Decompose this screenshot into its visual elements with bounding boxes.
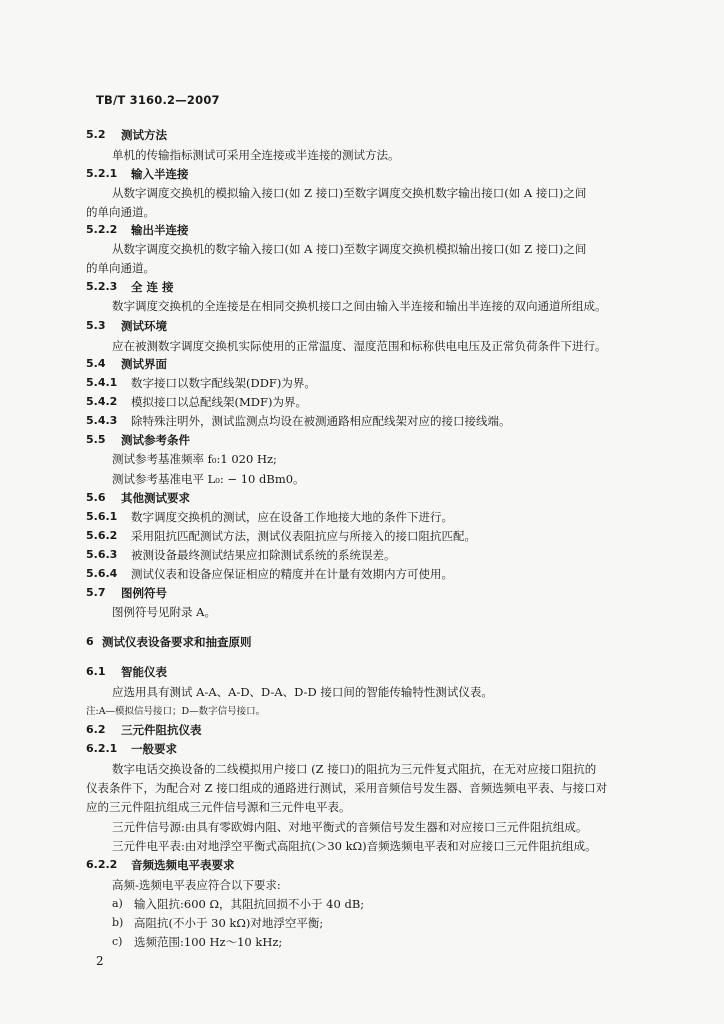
paragraph-text: 测试参考基准电平 L₀: − 10 dBm0。 [112, 472, 305, 486]
section-number: a) [112, 897, 123, 910]
section-number: 5.5 [86, 433, 106, 446]
section-heading: 全 连 接 [131, 280, 174, 294]
section-number: 5.4.1 [86, 376, 118, 389]
section-number: 6.2.1 [86, 742, 118, 755]
section-number: 5.6.2 [86, 529, 118, 542]
paragraph-text: 数字调度交换机的全连接是在相同交换机接口之间由输入半连接和输出半连接的双向通道所组成。 [112, 299, 607, 313]
section-number: 5.6.1 [86, 510, 118, 523]
section-heading: 一般要求 [131, 742, 177, 756]
paragraph-text: 仪表条件下，为配合对 Z 接口组成的通路进行测试，采用音频信号发生器、音频选频电平表、与接口对 [86, 781, 608, 795]
paragraph-text: 数字电话交换设备的二线模拟用户接口 (Z 接口)的阻抗为三元件复式阻抗，在无对应接口阻抗的 [112, 762, 597, 776]
section-heading: 智能仪表 [121, 665, 167, 679]
section-heading: 输出半连接 [131, 223, 189, 237]
paragraph-text: 三元件信号源:由具有零欧姆内阻、对地平衡式的音频信号发生器和对应接口三元件阻抗组成。 [112, 820, 588, 834]
note-text: 注:A—模拟信号接口；D—数字信号接口。 [86, 706, 266, 717]
paragraph-text: 单机的传输指标测试可采用全连接或半连接的测试方法。 [112, 148, 400, 162]
paragraph-text: 应选用具有测试 A-A、A-D、D-A、D-D 接口间的智能传输特性测试仪表。 [112, 685, 493, 699]
section-heading: 音频选频电平表要求 [131, 858, 235, 872]
section-heading: 测试参考条件 [121, 433, 190, 447]
section-number: 5.2.2 [86, 223, 118, 236]
section-heading: 测试方法 [121, 128, 167, 142]
page-number: 2 [96, 954, 104, 968]
paragraph-text: 模拟接口以总配线架(MDF)为界。 [131, 395, 307, 409]
paragraph-text: 从数字调度交换机的模拟输入接口(如 Z 接口)至数字调度交换机数字输出接口(如 A 接口)之间 [112, 186, 587, 200]
section-number: 5.2.3 [86, 280, 118, 293]
paragraph-text: 除特殊注明外，测试监测点均设在被测通路相应配线架对应的接口接线端。 [131, 414, 511, 428]
section-number: b) [112, 916, 124, 929]
paragraph-text: 从数字调度交换机的数字输入接口(如 A 接口)至数字调度交换机模拟输出接口(如 Z 接口)之间 [112, 242, 587, 256]
paragraph-text: 的单向通道。 [86, 261, 155, 275]
section-heading: 其他测试要求 [121, 491, 190, 505]
paragraph-text: 的单向通道。 [86, 205, 155, 219]
section-heading: 三元件阻抗仪表 [121, 723, 202, 737]
section-heading: 输入半连接 [131, 167, 189, 181]
section-number: 6.1 [86, 665, 106, 678]
paragraph-text: 三元件电平表:由对地浮空平衡式高阻抗(＞30 kΩ)音频选频电平表和对应接口三元件阻抗组成。 [112, 839, 597, 853]
paragraph-text: 采用阻抗匹配测试方法，测试仪表阻抗应与所接入的接口阻抗匹配。 [131, 529, 476, 543]
section-number: 6.2 [86, 723, 106, 736]
section-number: 5.4.2 [86, 395, 118, 408]
section-heading: 测试仪表设备要求和抽查原则 [102, 635, 252, 649]
section-number: c) [112, 935, 123, 948]
paragraph-text: 输入阻抗:600 Ω，其阻抗回损不小于 40 dB; [134, 897, 365, 911]
paragraph-text: 图例符号见附录 A。 [112, 605, 216, 619]
section-number: 5.6.3 [86, 548, 118, 561]
paragraph-text: 数字调度交换机的测试，应在设备工作地接大地的条件下进行。 [131, 510, 453, 524]
paragraph-text: 应的三元件阻抗组成三元件信号源和三元件电平表。 [86, 800, 351, 814]
paragraph-text: 测试仪表和设备应保证相应的精度并在计量有效期内方可使用。 [131, 567, 453, 581]
section-number: 6.2.2 [86, 858, 118, 871]
paragraph-text: 被测设备最终测试结果应扣除测试系统的系统误差。 [131, 548, 396, 562]
section-number: 5.2 [86, 128, 106, 141]
section-number: 5.3 [86, 319, 106, 332]
section-number: 6 [86, 635, 94, 648]
paragraph-text: 高频-选频电平表应符合以下要求: [112, 878, 281, 892]
paragraph-text: 数字接口以数字配线架(DDF)为界。 [131, 376, 316, 390]
section-number: 5.2.1 [86, 167, 118, 180]
section-number: 5.6.4 [86, 567, 118, 580]
standard-code-header: TB/T 3160.2—2007 [96, 93, 220, 107]
section-heading: 测试界面 [121, 357, 167, 371]
section-number: 5.4 [86, 357, 106, 370]
section-number: 5.4.3 [86, 414, 118, 427]
paragraph-text: 选频范围:100 Hz～10 kHz; [134, 935, 283, 949]
section-number: 5.7 [86, 586, 106, 599]
section-heading: 图例符号 [121, 586, 167, 600]
paragraph-text: 测试参考基准频率 f₀:1 020 Hz; [112, 452, 277, 466]
section-heading: 测试环境 [121, 319, 167, 333]
section-number: 5.6 [86, 491, 106, 504]
paragraph-text: 高阻抗(不小于 30 kΩ)对地浮空平衡; [134, 916, 324, 930]
paragraph-text: 应在被测数字调度交换机实际使用的正常温度、湿度范围和标称供电电压及正常负荷条件下进行。 [112, 339, 607, 353]
